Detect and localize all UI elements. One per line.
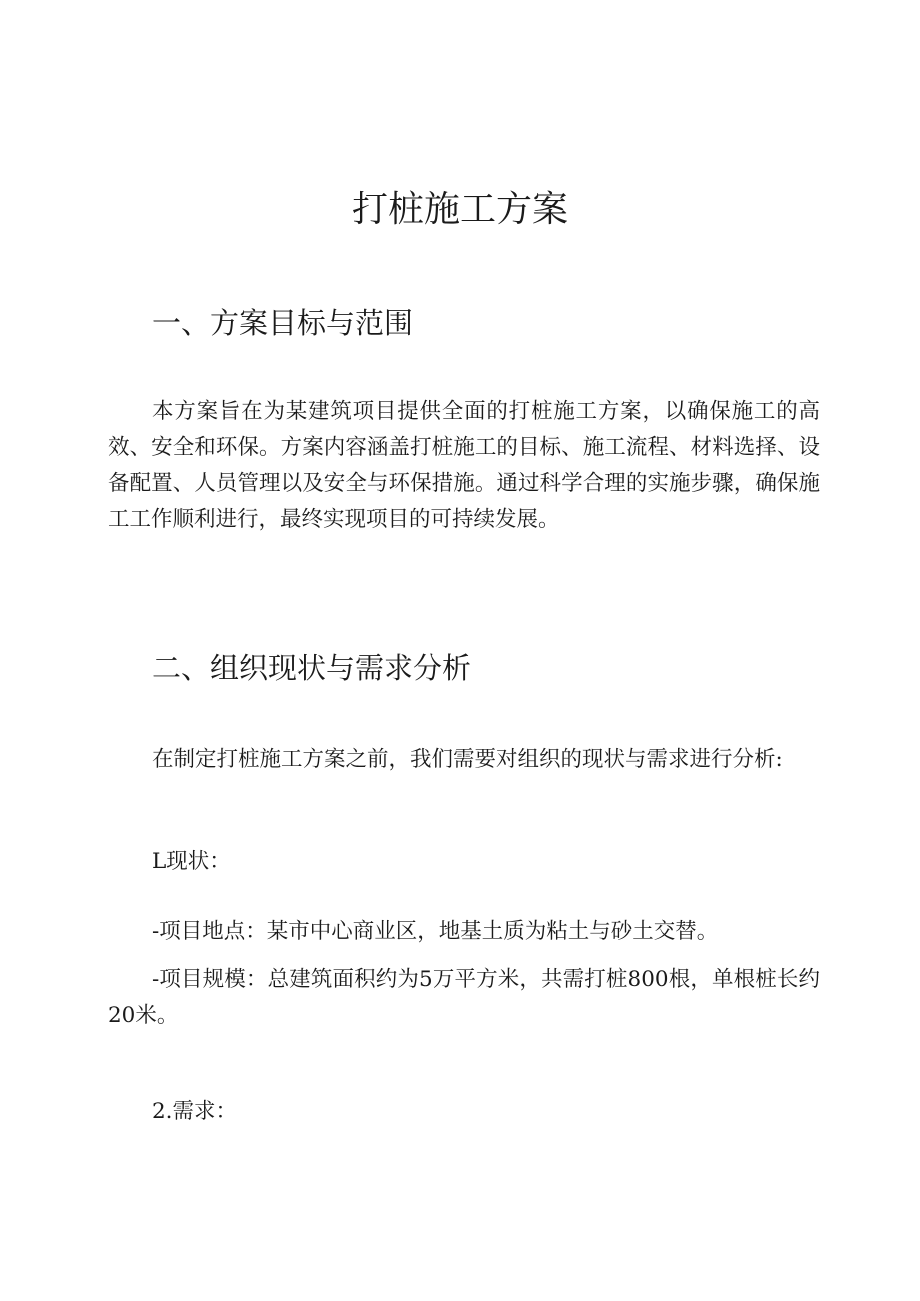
document-title: 打桩施工方案 <box>351 189 568 230</box>
section-1-paragraph: 本方案旨在为某建筑项目提供全面的打桩施工方案，以确保施工的高效、安全和环保。方案内容涵盖打桩施工的目标、施工流程、材料选择、设备配置、人员管理以及安全与环保措施。通过科学合理的实施步骤，确保施工工作顺利进行，最终实现项目的可持续发展。 <box>108 399 820 532</box>
needs-label: 2.需求： <box>152 1099 238 1124</box>
section-heading-2: 二、组织现状与需求分析 <box>152 651 472 685</box>
section-heading-1: 一、方案目标与范围 <box>152 306 414 340</box>
status-label: L现状： <box>152 849 231 874</box>
section-2-intro: 在制定打桩施工方案之前，我们需要对组织的现状与需求进行分析: <box>152 747 783 772</box>
status-item: -项目规模：总建筑面积约为5万平方米，共需打桩800根，单根桩长约20米。 <box>108 967 820 1028</box>
status-item: -项目地点：某市中心商业区，地基土质为粘土与砂土交替。 <box>152 919 719 944</box>
